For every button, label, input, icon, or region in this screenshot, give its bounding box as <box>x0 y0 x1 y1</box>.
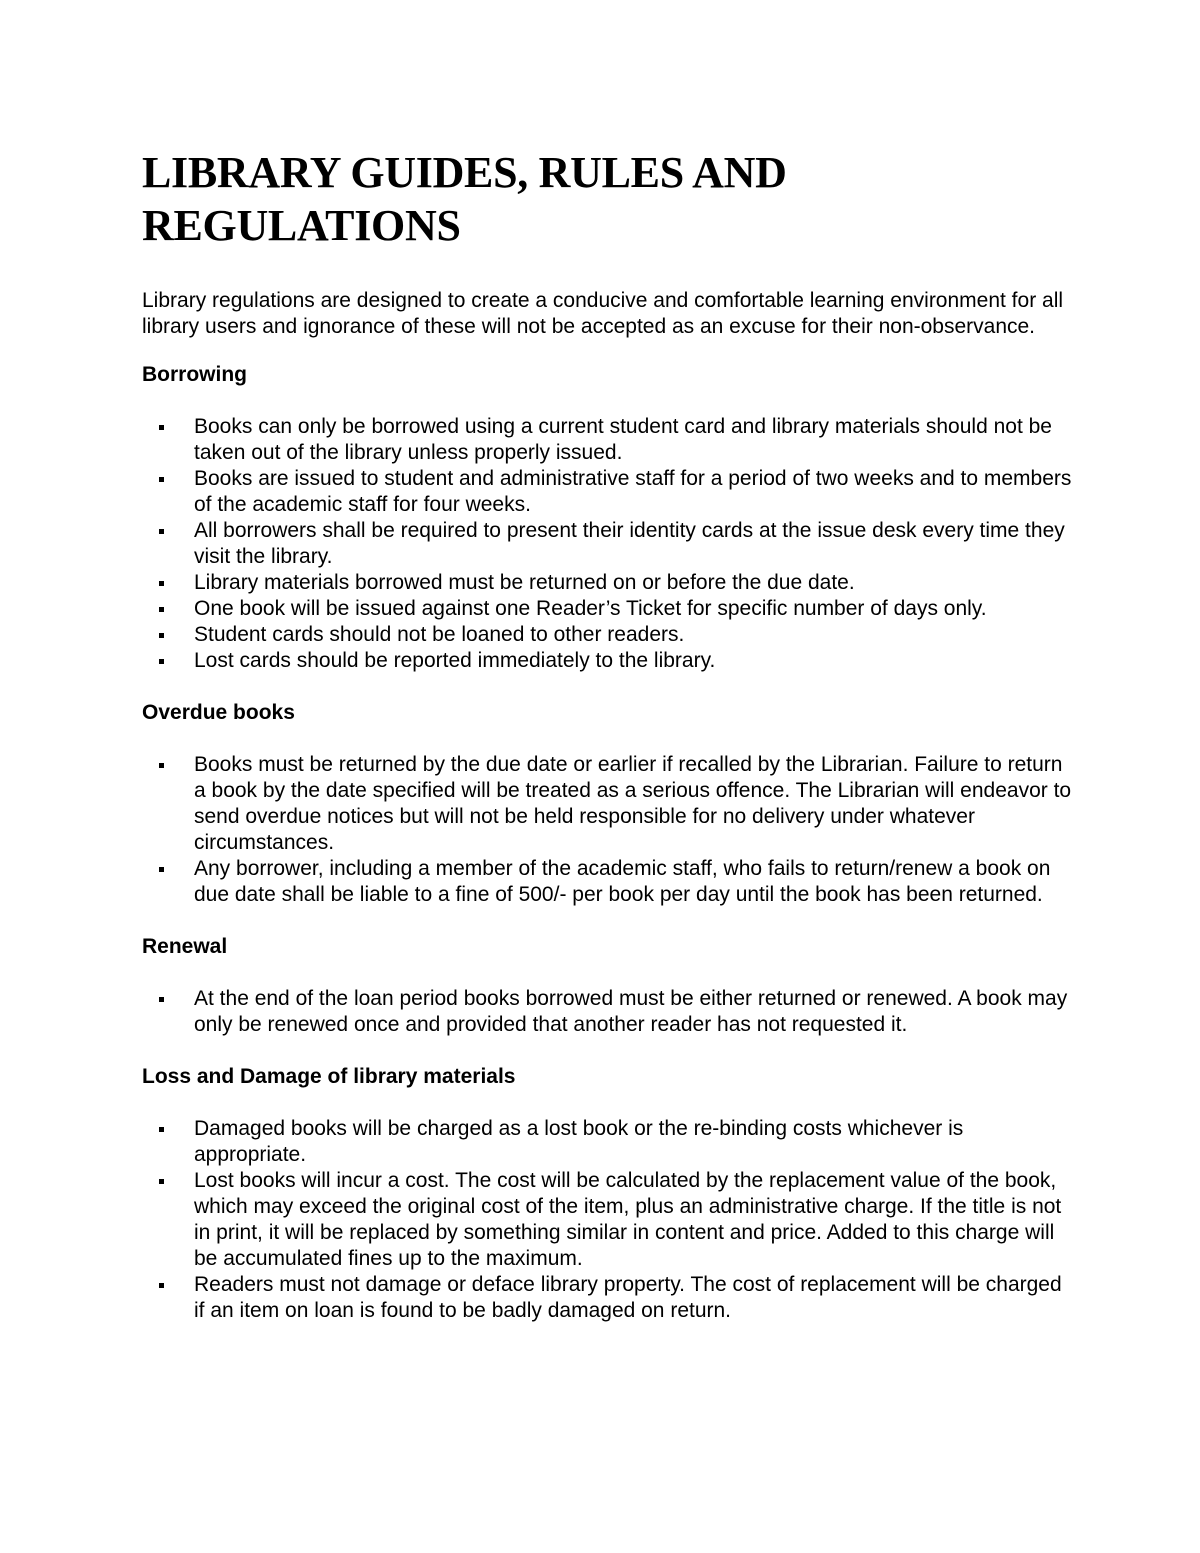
list-item <box>142 1272 1072 1324</box>
square-bullet-icon <box>159 633 164 638</box>
list-item <box>142 1116 1072 1168</box>
square-bullet-icon <box>159 581 164 586</box>
section-heading: Loss and Damage of library materials <box>142 1065 516 1088</box>
section-heading: Overdue books <box>142 701 295 724</box>
section-1 <box>142 700 1072 908</box>
document-title: LIBRARY GUIDES, RULES AND REGULATIONS <box>142 148 787 250</box>
list-item-text: Books must be returned by the due date or earlier if recalled by the Librarian. Failure to return a book by the date specified will be treated as a serious offence. The Librarian will endeavor to send overdue notices but will not be held responsible for no delivery under whatever circumstances. <box>194 753 1072 854</box>
square-bullet-icon <box>159 1179 164 1184</box>
square-bullet-icon <box>159 425 164 430</box>
list-item-text: Lost books will incur a cost. The cost will be calculated by the replacement value of the book, which may exceed the original cost of the item, plus an administrative charge. If the title is not in print, it will be replaced by something similar in content and price. Added to this charge will be accumulated fines up to the maximum. <box>194 1169 1062 1270</box>
section-heading: Renewal <box>142 935 228 958</box>
list-item <box>142 414 1072 466</box>
list-item-text: All borrowers shall be required to present their identity cards at the issue desk every time they visit the library. <box>194 519 1065 568</box>
square-bullet-icon <box>159 529 164 534</box>
list-item-text: Library materials borrowed must be returned on or before the due date. <box>194 571 855 594</box>
list-item-text: Damaged books will be charged as a lost book or the re-binding costs whichever is appropriate. <box>194 1117 964 1166</box>
square-bullet-icon <box>159 763 164 768</box>
square-bullet-icon <box>159 477 164 482</box>
bullet-list <box>142 752 1072 908</box>
square-bullet-icon <box>159 607 164 612</box>
section-0 <box>142 362 1072 674</box>
list-item-text: Student cards should not be loaned to other readers. <box>194 623 685 646</box>
list-item-text: At the end of the loan period books borrowed must be either returned or renewed. A book may only be renewed once and provided that another reader has not requested it. <box>194 987 1068 1036</box>
list-item-text: Books are issued to student and administrative staff for a period of two weeks and to members of the academic staff for four weeks. <box>194 467 1072 516</box>
list-item-text: Books can only be borrowed using a current student card and library materials should not be taken out of the library unless properly issued. <box>194 415 1052 464</box>
list-item <box>142 1168 1072 1272</box>
section-2 <box>142 934 1072 1038</box>
bullet-list <box>142 1116 1072 1324</box>
list-item <box>142 622 1072 648</box>
section-3 <box>142 1064 1072 1324</box>
square-bullet-icon <box>159 867 164 872</box>
bullet-list <box>142 986 1072 1038</box>
intro-paragraph: Library regulations are designed to create a conducive and comfortable learning environment for all library users and ignorance of these will not be accepted as an excuse for their non-observance. <box>142 289 1064 338</box>
square-bullet-icon <box>159 659 164 664</box>
list-item <box>142 466 1072 518</box>
list-item-text: Lost cards should be reported immediately to the library. <box>194 649 716 672</box>
list-item <box>142 986 1072 1038</box>
section-heading: Borrowing <box>142 363 247 386</box>
list-item <box>142 648 1072 674</box>
list-item <box>142 856 1072 908</box>
list-item <box>142 518 1072 570</box>
document-body <box>142 146 1072 1350</box>
list-item-text: Readers must not damage or deface library property. The cost of replacement will be charged if an item on loan is found to be badly damaged on return. <box>194 1273 1062 1322</box>
list-item-text: Any borrower, including a member of the academic staff, who fails to return/renew a book on due date shall be liable to a fine of 500/- per book per day until the book has been returned. <box>194 857 1051 906</box>
list-item <box>142 752 1072 856</box>
bullet-list <box>142 414 1072 674</box>
square-bullet-icon <box>159 997 164 1002</box>
list-item-text: One book will be issued against one Reader’s Ticket for specific number of days only. <box>194 597 987 620</box>
square-bullet-icon <box>159 1283 164 1288</box>
square-bullet-icon <box>159 1127 164 1132</box>
list-item <box>142 570 1072 596</box>
list-item <box>142 596 1072 622</box>
sections-container <box>142 362 1072 1324</box>
